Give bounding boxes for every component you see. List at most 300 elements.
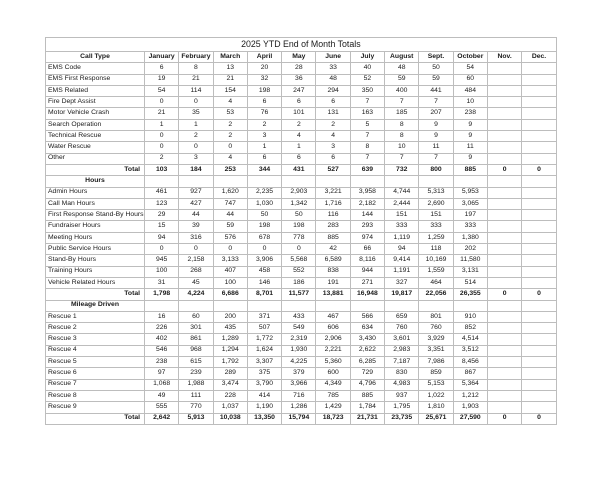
cell-value: 838 xyxy=(316,266,350,277)
cell-value: 433 xyxy=(282,311,316,322)
empty-cell xyxy=(453,176,487,187)
total-value: 800 xyxy=(419,164,453,175)
cell-value: 294 xyxy=(316,85,350,96)
cell-value xyxy=(522,390,556,401)
cell-value: 48 xyxy=(316,74,350,85)
cell-value xyxy=(522,119,556,130)
cell-value: 1,784 xyxy=(350,402,384,413)
cell-value: 3,929 xyxy=(419,334,453,345)
row-label: Other xyxy=(46,153,145,164)
cell-value: 1,429 xyxy=(316,402,350,413)
cell-value: 4,349 xyxy=(316,379,350,390)
cell-value: 7 xyxy=(350,153,384,164)
total-value: 16,948 xyxy=(350,289,384,300)
column-header-month: March xyxy=(213,52,247,63)
total-label: Total xyxy=(46,289,145,300)
total-value: 639 xyxy=(350,164,384,175)
cell-value xyxy=(522,210,556,221)
table-row xyxy=(46,244,557,255)
cell-value: 7 xyxy=(419,153,453,164)
cell-value xyxy=(522,232,556,243)
cell-value xyxy=(487,334,521,345)
total-value: 253 xyxy=(213,164,247,175)
cell-value: 659 xyxy=(385,311,419,322)
page-title: 2025 YTD End of Month Totals xyxy=(46,38,557,52)
total-value: 1,798 xyxy=(145,289,179,300)
cell-value: 1,259 xyxy=(419,232,453,243)
cell-value: 31 xyxy=(145,277,179,288)
cell-value: 778 xyxy=(282,232,316,243)
empty-cell xyxy=(350,300,384,311)
total-value: 4,224 xyxy=(179,289,213,300)
cell-value: 0 xyxy=(145,131,179,142)
cell-value xyxy=(522,221,556,232)
cell-value: 42 xyxy=(316,244,350,255)
cell-value: 5,153 xyxy=(419,379,453,390)
cell-value: 21 xyxy=(145,108,179,119)
cell-value: 937 xyxy=(385,390,419,401)
cell-value: 484 xyxy=(453,85,487,96)
cell-value: 35 xyxy=(179,108,213,119)
cell-value: 2,221 xyxy=(316,345,350,356)
cell-value: 507 xyxy=(247,323,281,334)
cell-value xyxy=(522,244,556,255)
cell-value: 3,512 xyxy=(453,345,487,356)
cell-value: 3,351 xyxy=(419,345,453,356)
total-value: 15,794 xyxy=(282,413,316,424)
cell-value: 861 xyxy=(179,334,213,345)
cell-value: 238 xyxy=(145,357,179,368)
cell-value: 44 xyxy=(213,210,247,221)
cell-value: 8 xyxy=(385,119,419,130)
cell-value: 2 xyxy=(316,119,350,130)
cell-value: 327 xyxy=(385,277,419,288)
cell-value: 8 xyxy=(179,63,213,74)
cell-value: 1 xyxy=(247,142,281,153)
cell-value: 350 xyxy=(350,85,384,96)
table-row xyxy=(46,323,557,334)
empty-cell xyxy=(419,300,453,311)
empty-cell xyxy=(145,300,179,311)
cell-value xyxy=(487,368,521,379)
cell-value: 60 xyxy=(453,74,487,85)
cell-value: 268 xyxy=(179,266,213,277)
cell-value: 7 xyxy=(385,153,419,164)
empty-cell xyxy=(282,176,316,187)
cell-value: 3,958 xyxy=(350,187,384,198)
cell-value: 944 xyxy=(350,266,384,277)
cell-value: 7,986 xyxy=(419,357,453,368)
column-header-month: Sept. xyxy=(419,52,453,63)
cell-value: 186 xyxy=(282,277,316,288)
table-row xyxy=(46,119,557,130)
cell-value: 1,810 xyxy=(419,402,453,413)
cell-value: 3 xyxy=(247,131,281,142)
cell-value: 59 xyxy=(385,74,419,85)
total-value: 26,355 xyxy=(453,289,487,300)
cell-value: 283 xyxy=(316,221,350,232)
empty-cell xyxy=(213,176,247,187)
total-value: 5,913 xyxy=(179,413,213,424)
cell-value: 910 xyxy=(453,311,487,322)
cell-value: 1,342 xyxy=(282,198,316,209)
cell-value: 1,930 xyxy=(282,345,316,356)
row-label: Meeting Hours xyxy=(46,232,145,243)
cell-value: 461 xyxy=(145,187,179,198)
cell-value: 11 xyxy=(453,142,487,153)
row-label: Rescue 6 xyxy=(46,368,145,379)
cell-value: 8 xyxy=(385,131,419,142)
cell-value: 760 xyxy=(419,323,453,334)
cell-value: 40 xyxy=(350,63,384,74)
cell-value xyxy=(487,198,521,209)
cell-value: 1 xyxy=(145,119,179,130)
cell-value: 123 xyxy=(145,198,179,209)
cell-value: 53 xyxy=(213,108,247,119)
cell-value: 4 xyxy=(282,131,316,142)
cell-value: 198 xyxy=(282,221,316,232)
empty-cell xyxy=(282,300,316,311)
cell-value: 10 xyxy=(385,142,419,153)
cell-value xyxy=(522,334,556,345)
cell-value: 2 xyxy=(247,119,281,130)
section-heading-row xyxy=(46,176,557,187)
cell-value: 2,690 xyxy=(419,198,453,209)
totals-table xyxy=(45,37,557,425)
row-label: Fire Dept Assist xyxy=(46,97,145,108)
cell-value xyxy=(522,187,556,198)
cell-value: 716 xyxy=(282,390,316,401)
empty-cell xyxy=(247,300,281,311)
cell-value xyxy=(522,357,556,368)
cell-value: 402 xyxy=(145,334,179,345)
cell-value: 634 xyxy=(350,323,384,334)
cell-value: 576 xyxy=(213,232,247,243)
cell-value: 50 xyxy=(419,63,453,74)
cell-value: 1,620 xyxy=(213,187,247,198)
row-label: Rescue 4 xyxy=(46,345,145,356)
cell-value: 968 xyxy=(179,345,213,356)
empty-cell xyxy=(316,300,350,311)
cell-value xyxy=(487,187,521,198)
table-row xyxy=(46,63,557,74)
cell-value: 3,601 xyxy=(385,334,419,345)
cell-value: 974 xyxy=(350,232,384,243)
cell-value xyxy=(522,97,556,108)
cell-value: 0 xyxy=(179,97,213,108)
cell-value: 6 xyxy=(282,153,316,164)
cell-value: 7 xyxy=(350,97,384,108)
cell-value: 20 xyxy=(247,63,281,74)
header-row xyxy=(46,52,557,63)
cell-value: 2,158 xyxy=(179,255,213,266)
cell-value: 3 xyxy=(316,142,350,153)
cell-value: 0 xyxy=(213,244,247,255)
cell-value: 4,796 xyxy=(350,379,384,390)
cell-value: 163 xyxy=(350,108,384,119)
cell-value: 3 xyxy=(179,153,213,164)
cell-value: 514 xyxy=(453,277,487,288)
cell-value: 1,119 xyxy=(385,232,419,243)
table-row xyxy=(46,368,557,379)
report-page xyxy=(0,37,600,501)
row-label: Vehicle Related Hours xyxy=(46,277,145,288)
cell-value: 885 xyxy=(316,232,350,243)
cell-value: 2,903 xyxy=(282,187,316,198)
cell-value xyxy=(522,277,556,288)
empty-cell xyxy=(247,176,281,187)
column-header-month: Nov. xyxy=(487,52,521,63)
cell-value: 7 xyxy=(350,131,384,142)
cell-value: 5,953 xyxy=(453,187,487,198)
cell-value: 606 xyxy=(316,323,350,334)
cell-value: 33 xyxy=(316,63,350,74)
cell-value: 21 xyxy=(179,74,213,85)
total-value: 13,350 xyxy=(247,413,281,424)
cell-value: 5,313 xyxy=(419,187,453,198)
column-header-month: January xyxy=(145,52,179,63)
empty-cell xyxy=(453,300,487,311)
cell-value: 114 xyxy=(179,85,213,96)
cell-value: 191 xyxy=(316,277,350,288)
cell-value: 144 xyxy=(350,210,384,221)
cell-value: 927 xyxy=(179,187,213,198)
cell-value: 16 xyxy=(145,311,179,322)
section-heading: Mileage Driven xyxy=(46,300,145,311)
cell-value: 60 xyxy=(179,311,213,322)
row-label: Rescue 3 xyxy=(46,334,145,345)
cell-value: 379 xyxy=(282,368,316,379)
cell-value: 101 xyxy=(282,108,316,119)
cell-value: 427 xyxy=(179,198,213,209)
cell-value: 1,559 xyxy=(419,266,453,277)
cell-value: 7,187 xyxy=(385,357,419,368)
cell-value: 333 xyxy=(385,221,419,232)
cell-value: 859 xyxy=(419,368,453,379)
total-value: 885 xyxy=(453,164,487,175)
cell-value xyxy=(522,402,556,413)
cell-value: 885 xyxy=(350,390,384,401)
cell-value xyxy=(487,390,521,401)
table-row xyxy=(46,311,557,322)
cell-value: 1,190 xyxy=(247,402,281,413)
cell-value: 2 xyxy=(213,131,247,142)
cell-value: 2,983 xyxy=(385,345,419,356)
cell-value: 6,589 xyxy=(316,255,350,266)
cell-value: 400 xyxy=(385,85,419,96)
total-value: 732 xyxy=(385,164,419,175)
row-label: Motor Vehicle Crash xyxy=(46,108,145,119)
totals-table-body xyxy=(46,38,557,425)
cell-value: 54 xyxy=(145,85,179,96)
cell-value xyxy=(487,323,521,334)
cell-value: 4,983 xyxy=(385,379,419,390)
cell-value xyxy=(522,108,556,119)
empty-cell xyxy=(487,176,521,187)
cell-value: 39 xyxy=(179,221,213,232)
total-value: 19,817 xyxy=(385,289,419,300)
column-header-month: October xyxy=(453,52,487,63)
cell-value xyxy=(522,74,556,85)
table-row xyxy=(46,345,557,356)
empty-cell xyxy=(316,176,350,187)
cell-value: 435 xyxy=(213,323,247,334)
cell-value: 59 xyxy=(213,221,247,232)
cell-value: 0 xyxy=(145,97,179,108)
cell-value: 546 xyxy=(145,345,179,356)
cell-value: 3,131 xyxy=(453,266,487,277)
cell-value: 414 xyxy=(247,390,281,401)
empty-cell xyxy=(419,176,453,187)
total-value: 2,642 xyxy=(145,413,179,424)
total-row xyxy=(46,164,557,175)
cell-value: 8 xyxy=(350,142,384,153)
total-value: 103 xyxy=(145,164,179,175)
cell-value: 15 xyxy=(145,221,179,232)
cell-value: 2,444 xyxy=(385,198,419,209)
total-value: 25,671 xyxy=(419,413,453,424)
total-label: Total xyxy=(46,164,145,175)
column-header-month: July xyxy=(350,52,384,63)
cell-value xyxy=(487,85,521,96)
cell-value xyxy=(487,379,521,390)
cell-value: 371 xyxy=(247,311,281,322)
cell-value: 555 xyxy=(145,402,179,413)
table-row xyxy=(46,74,557,85)
cell-value: 1 xyxy=(179,119,213,130)
empty-cell xyxy=(487,300,521,311)
cell-value: 239 xyxy=(179,368,213,379)
cell-value: 3,221 xyxy=(316,187,350,198)
cell-value: 852 xyxy=(453,323,487,334)
cell-value: 0 xyxy=(179,142,213,153)
cell-value: 801 xyxy=(419,311,453,322)
cell-value: 1,030 xyxy=(247,198,281,209)
cell-value: 2,235 xyxy=(247,187,281,198)
cell-value xyxy=(522,142,556,153)
cell-value: 0 xyxy=(282,244,316,255)
cell-value: 52 xyxy=(350,74,384,85)
cell-value xyxy=(487,221,521,232)
row-label: Training Hours xyxy=(46,266,145,277)
cell-value: 316 xyxy=(179,232,213,243)
cell-value xyxy=(522,379,556,390)
cell-value: 6 xyxy=(247,153,281,164)
row-label: First Response Stand-By Hours xyxy=(46,210,145,221)
cell-value: 2,906 xyxy=(316,334,350,345)
total-value: 27,590 xyxy=(453,413,487,424)
cell-value xyxy=(487,131,521,142)
cell-value: 6 xyxy=(316,97,350,108)
cell-value: 1,380 xyxy=(453,232,487,243)
total-row xyxy=(46,289,557,300)
cell-value: 678 xyxy=(247,232,281,243)
section-heading-row xyxy=(46,300,557,311)
cell-value xyxy=(487,345,521,356)
cell-value: 8,456 xyxy=(453,357,487,368)
cell-value xyxy=(487,142,521,153)
cell-value xyxy=(487,97,521,108)
total-value: 344 xyxy=(247,164,281,175)
table-row xyxy=(46,153,557,164)
cell-value: 1,068 xyxy=(145,379,179,390)
row-label: EMS Related xyxy=(46,85,145,96)
cell-value: 32 xyxy=(247,74,281,85)
empty-cell xyxy=(179,300,213,311)
column-header-month: February xyxy=(179,52,213,63)
cell-value: 467 xyxy=(316,311,350,322)
cell-value: 197 xyxy=(453,210,487,221)
cell-value: 19 xyxy=(145,74,179,85)
title-row xyxy=(46,38,557,52)
cell-value: 49 xyxy=(145,390,179,401)
table-row xyxy=(46,85,557,96)
cell-value: 6 xyxy=(282,97,316,108)
cell-value: 0 xyxy=(213,142,247,153)
cell-value: 4 xyxy=(213,97,247,108)
cell-value: 293 xyxy=(350,221,384,232)
row-label: Rescue 1 xyxy=(46,311,145,322)
cell-value: 0 xyxy=(247,244,281,255)
cell-value: 97 xyxy=(145,368,179,379)
cell-value xyxy=(522,255,556,266)
cell-value: 202 xyxy=(453,244,487,255)
row-label: Stand-By Hours xyxy=(46,255,145,266)
row-label: Search Operation xyxy=(46,119,145,130)
table-row xyxy=(46,390,557,401)
cell-value xyxy=(487,402,521,413)
cell-value: 2,319 xyxy=(282,334,316,345)
cell-value xyxy=(487,210,521,221)
cell-value: 44 xyxy=(179,210,213,221)
row-label: Admin Hours xyxy=(46,187,145,198)
cell-value: 760 xyxy=(385,323,419,334)
cell-value: 28 xyxy=(282,63,316,74)
table-row xyxy=(46,187,557,198)
cell-value: 552 xyxy=(282,266,316,277)
cell-value: 50 xyxy=(282,210,316,221)
row-label: Rescue 8 xyxy=(46,390,145,401)
total-value: 13,881 xyxy=(316,289,350,300)
cell-value: 111 xyxy=(179,390,213,401)
cell-value xyxy=(487,232,521,243)
cell-value: 271 xyxy=(350,277,384,288)
total-value: 8,701 xyxy=(247,289,281,300)
cell-value: 1,795 xyxy=(385,402,419,413)
cell-value: 247 xyxy=(282,85,316,96)
cell-value: 226 xyxy=(145,323,179,334)
cell-value: 5 xyxy=(350,119,384,130)
empty-cell xyxy=(179,176,213,187)
cell-value: 3,906 xyxy=(247,255,281,266)
cell-value: 1,772 xyxy=(247,334,281,345)
cell-value: 5,360 xyxy=(316,357,350,368)
total-value: 18,723 xyxy=(316,413,350,424)
cell-value: 464 xyxy=(419,277,453,288)
cell-value: 9 xyxy=(453,153,487,164)
total-value: 0 xyxy=(522,413,556,424)
cell-value: 770 xyxy=(179,402,213,413)
cell-value: 9 xyxy=(453,131,487,142)
cell-value: 333 xyxy=(419,221,453,232)
cell-value xyxy=(522,198,556,209)
cell-value xyxy=(522,323,556,334)
cell-value: 131 xyxy=(316,108,350,119)
empty-cell xyxy=(350,176,384,187)
total-value: 22,056 xyxy=(419,289,453,300)
table-row xyxy=(46,334,557,345)
table-row xyxy=(46,97,557,108)
